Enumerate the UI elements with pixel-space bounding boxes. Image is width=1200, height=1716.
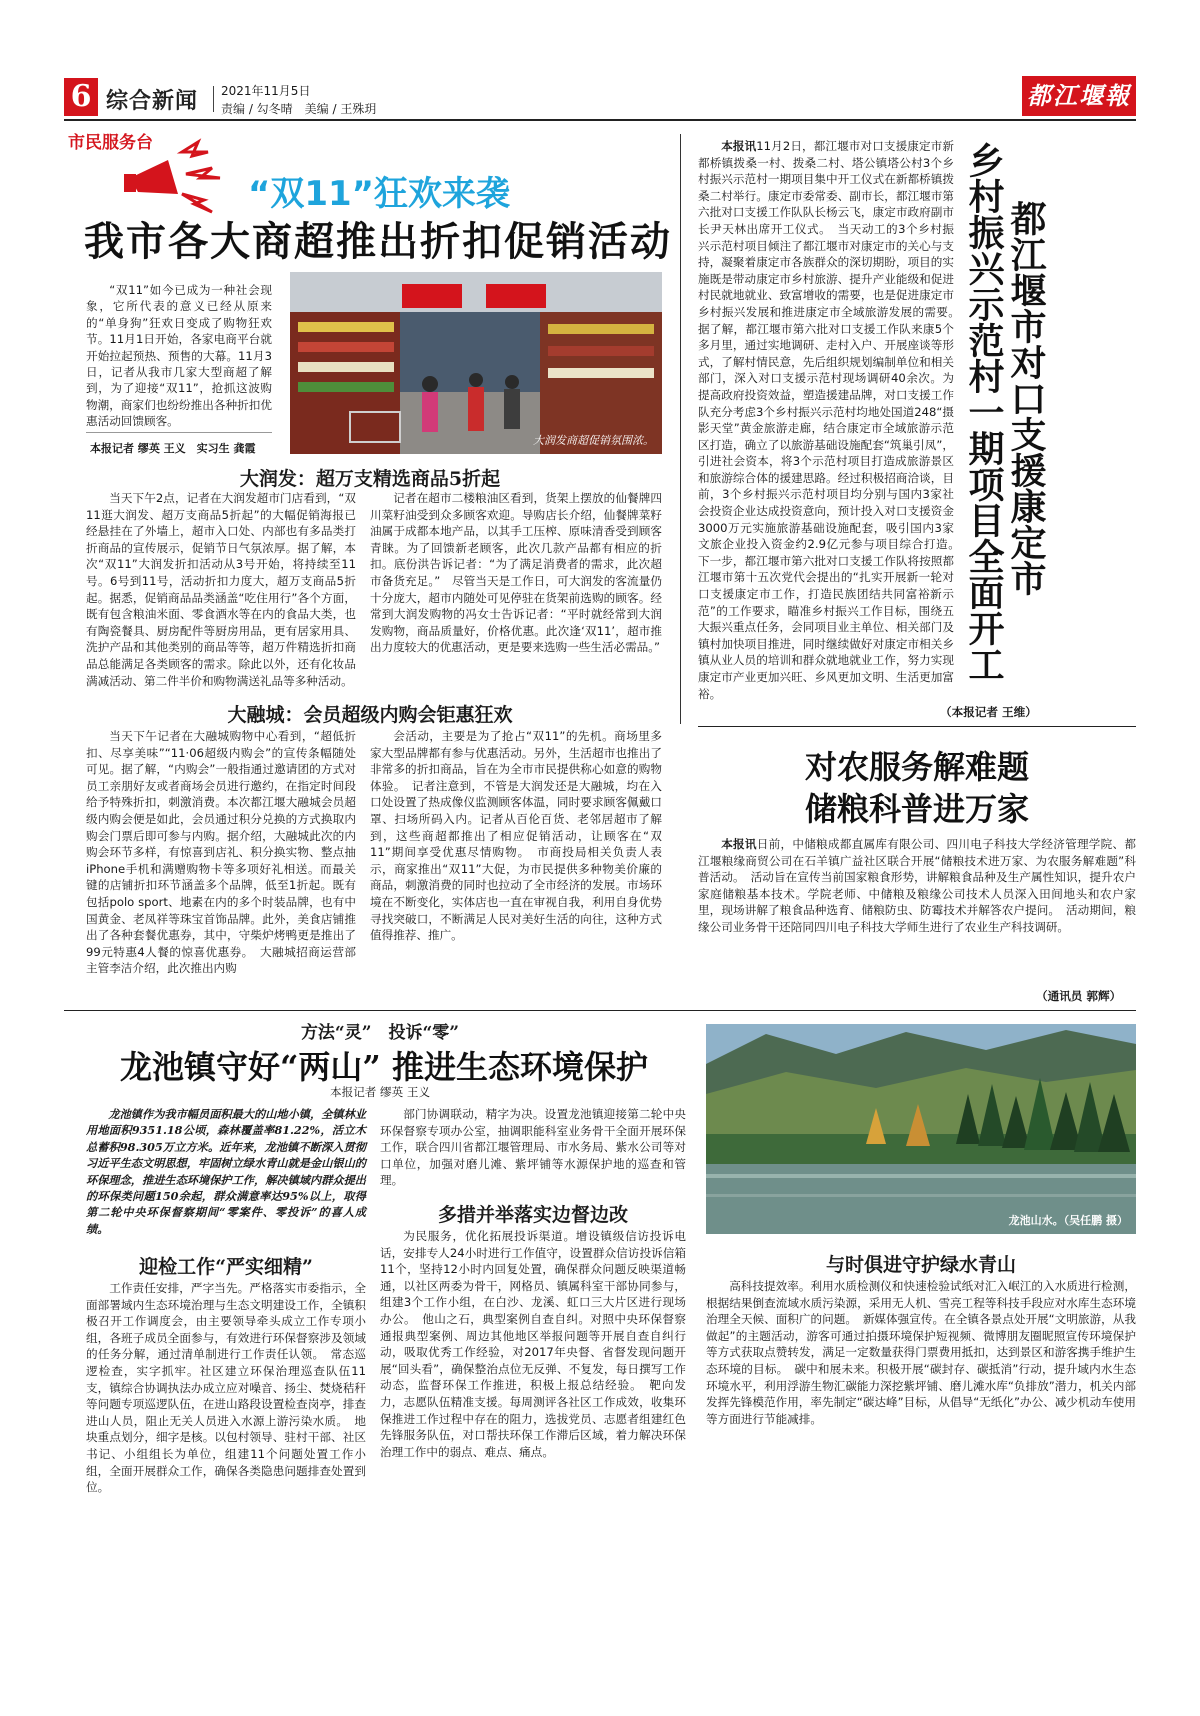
section-title: 综合新闻 <box>106 88 199 114</box>
lead-rule <box>86 432 272 433</box>
lower-section-rule <box>64 1010 1136 1011</box>
grain-headline-2: 储粮科普进万家 <box>804 790 1029 828</box>
counterpart-text: 11月2日，都江堰市对口支援康定市新都桥镇拨桑一村、拨桑二村、塔公镇塔公村3个乡村振兴示范村一期项目集中开工仪式在新都桥镇拨桑二村举行。康定市委常委、副市长，都江堰市第六批对口支援工作队队长杨云飞，康定市政府副市长尹天林出席开工仪式。 当天动工的3个乡村振兴示范村项目倾注了都江堰市对康定市的关心与支持，凝聚着康定市各族群众的深切期盼，项目的实施既是带动康定市乡村旅游、提升产业能级和促进村民就地就业、致富增收的需要，也是促进康定市乡村振兴发展和推进康定市全域旅游发展的需要。 据了解，都江堰市第六批对口支援工作队来康5个多月里，通过实地调研、走村入户、开展座谈等形式，了解村情民意，先后组织规划编制单位和相关部门，深入对口支援示范村现场调研40余次。为提高政府投资效益，塑造援建品牌，对口支援工作队充分考虑3个乡村振兴示范村均地处国道248“摄影天堂”黄金旅游走廊，结合康定市全域旅游示范区打造，确立了以旅游基础设施配套“筑巢引凤”，引进社会资本，将3个示范村项目打造成旅游景区和旅游综合体的援建思路。经过积极招商洽谈，目前，3个乡村振兴示范村项目均分别与国内3家社会投资企业达成投资意向，预计投入对口支援资金3000万元实施旅游基础设施配套，吸引国内3家文旅企业投入资金约2.9亿元参与项目综合打造。 下一步，都江堰市第六批对口支援工作队将按照都江堰市第十五次党代会提出的“扎实开展新一轮对口支援康定市工作，打造民族团结共同富裕新示范”的工作要求，瞄准乡村振兴工作目标，围绕五大振兴重点任务，会同项目业主单位、相关部门及镇村加快项目推进，同时继续做好对康定市相关乡镇从业人员的培训和群众就地就业工作，努力实现康定市产业更加兴旺、乡风更加文明、生活更加富裕。 <box>698 139 966 701</box>
counterpart-byline: （本报记者 王维） <box>940 705 1037 719</box>
eco-col2-top: 部门协调联动，精字为决。设置龙池镇迎接第二轮中央环保督察专项办公室，抽调职能科室业务骨干全面开展环保工作，联合四川省都江堰管理局、市水务局、紫水公司等对口单位，加强对磨儿滩、紫坪铺等水源保护地的巡查和管理。 <box>380 1107 686 1188</box>
darongcheng-col-2: 会活动，主要是为了抢占“双11”的先机。商场里多家大型品牌都有参与优惠活动。另外，生活超市也推出了非常多的折扣商品，旨在为全市市民提供称心如意的购物体验。 记者注意到，不管是大润发还是大融城，均在入口处设置了热成像仪监测顾客体温，同时要求顾客佩戴口罩、扫场所码入内。记者从百伦百货、老邻居超市了解到，这些商超都推出了相应促销活动，让顾客在“双11”期间享受优惠尽情购物。 市商投局相关负责人表示，商家推出“双11”大促，为市民提供多种物美价廉的商品，刺激消费的同时也拉动了全市经济的发展。市场环境在不断变化，实体店也一直在审视自我，利用自身优势寻找突破口，不断满足人民对美好生活的向往，这种方式值得推荐、推广。 <box>370 729 662 943</box>
subhead-green-mountains: 与时俱进守护绿水青山 <box>825 1254 1016 1276</box>
right-section-rule <box>698 726 1136 727</box>
counterpart-lead-label: 本报讯 <box>721 139 757 153</box>
grain-body <box>698 836 1136 988</box>
eco-kicker: 方法“灵” 投诉“零” <box>300 1023 460 1043</box>
landscape-caption: 龙池山水。（吴任鹏 摄） <box>1008 1214 1128 1227</box>
story-byline: 本报记者 缪英 王义 实习生 龚霞 <box>90 442 256 455</box>
darongcheng-col-1: 当天下午记者在大融城购物中心看到，“超低折扣、尽享美味”“11·06超级内购会”的宣传条幅随处可见。据了解，“内购会”一般指通过邀请团的方式对员工亲朋好友或者商场会员进行邀约，在指定时间段给予特殊折扣，刺激消费。本次都江堰大融城会员超级内购会便是如此，会员通过积分兑换的方式换取内购会门票后即可参与内购。据介绍，大融城此次的内购会环节多样，有惊喜到店礼、积分换实物、整点抽iPhone手机和满赠购物卡等多项好礼相送。而最关键的店铺折扣环节涵盖多个品牌，低至1折起。既有包括polo sport、地素在内的多个时装品牌，也有中国黄金、老凤祥等珠宝首饰品牌。此外，美食店铺推出了各种套餐优惠券，其中，守柴炉烤鸭更是推出了99元特惠4人餐的惊喜优惠券。 大融城招商运营部主管李洁介绍，此次推出内购 <box>86 729 356 976</box>
grain-lead-label: 本报讯 <box>721 837 757 851</box>
story-headline: 我市各大商超推出折扣促销活动 <box>84 218 672 265</box>
subhead-inspection: 迎检工作“严实细精” <box>139 1256 313 1278</box>
grain-text: 日前，中储粮成都直属库有限公司、四川电子科技大学经济管理学院、都江堰粮缘商贸公司在石羊镇广益社区联合开展“储粮技术进万家、为农服务解难题”科普活动。 活动旨在宣传当前国家粮食形势，讲解粮食品种及生产属性知识，提升农户家庭储粮基本技术。学院老师、中储粮及粮缘公司技术人员深入田间地头和农户家里，现场讲解了粮食品种选育、储粮防虫、防霉技术并解答农户提问。 活动期间，粮缘公司业务骨干还陪同四川电子科技大学师生进行了农业生产科技调研。 <box>698 837 1136 934</box>
story-lead: “双11”如今已成为一种社会现象，它所代表的意义已经从原来的“单身狗”狂欢日变成了购物狂欢节。11月1日开始，各家电商平台就开始拉起预热、预售的大幕。11月3日，记者从我市几家大型商超了解到，为了迎接“双11”，抢抓这波购物潮，商家们也纷纷推出各种折扣优惠活动回馈顾客。 <box>86 283 272 429</box>
newspaper-logo: 都江堰報 <box>1022 76 1136 116</box>
header-rule <box>64 119 1136 121</box>
story-kicker: “双11”狂欢来袭 <box>248 174 511 214</box>
counterpart-headline-b: 乡村振兴示范村一期项目全面开工 <box>963 142 1005 682</box>
subhead-darongcheng: 大融城：会员超级内购会钜惠狂欢 <box>227 704 513 726</box>
issue-date: 2021年11月5日 <box>221 84 311 98</box>
column-divider-top <box>680 134 681 724</box>
header-divider <box>213 86 214 112</box>
subhead-measures: 多措并举落实边督边改 <box>437 1204 628 1226</box>
eco-byline: 本报记者 缪英 王义 <box>330 1085 431 1099</box>
grain-headline-1: 对农服务解难题 <box>804 748 1029 786</box>
darunfa-col-2: 记者在超市二楼粮油区看到，货架上摆放的仙餐牌四川菜籽油受到众多顾客欢迎。导购店长介绍，仙餐牌菜籽油属于成都本地产品，以其手工压榨、原味清香受到顾客青睐。为了回馈新老顾客，此次几款产品都有相应的折扣。底份洪告诉记者：“为了满足消费者的需求，此次超市备货充足。” 尽管当天是工作日，可大润发的客流量仍十分庞大，超市内随处可见停驻在货架前选购的顾客。经常到大润发购物的冯女士告诉记者：“平时就经常到大润发购物，商品质量好，价格优惠。此次逢‘双11’，超市推出力度较大的优惠活动，更是要来选购一些生活必需品。” <box>370 491 662 655</box>
supermarket-photo <box>290 272 662 454</box>
editors-credit: 责编 / 勾冬晴 美编 / 王殊玥 <box>221 102 377 116</box>
measures-body: 为民服务，优化拓展投诉渠道。增设镇级信访投诉电话，安排专人24小时进行工作值守，设置群众信访投诉信箱11个，坚持12小时内回复处置，确保群众问题反映渠道畅通，以社区两委为骨干，网格员、镇属科室干部协同参与，组建3个工作小组，在白沙、龙溪、虹口三大片区进行现场办公。 他山之石，典型案例自查自纠。对照中央环保督察通报典型案例、周边其他地区举报问题等开展自查自纠行动，吸取优秀工作经验，对2017年央督、省督发现问题开展“回头看”，确保整治点位无反弹、不复发，每日撰写工作动态，监督环保工作推进，积极上报总结经验。 靶向发力，志愿队伍精准支援。每周测评各社区工作成效，收集环保推进工作过程中存在的阻力，选拔党员、志愿者组建红色先锋服务队伍，对口帮扶环保工作滞后区域，着力解决环保治理工作中的弱点、难点、痛点。 <box>380 1229 686 1459</box>
counterpart-headline-a: 都江堰市对口支援康定市 <box>1005 200 1047 596</box>
eco-lead: 龙池镇作为我市幅员面积最大的山地小镇，全镇林业用地面积9351.18公顷，森林覆盖率81.22%，活立木总蓄积98.305万立方米。近年来，龙池镇不断深入贯彻习近平生态文明思想，牢固树立绿水青山就是金山银山的环保理念，推进生态环境保护工作，解决镇域内群众提出的环保类问题150余起，群众满意率达95%以上，取得第二轮中央环保督察期间“零案件、零投诉”的喜人成绩。 <box>86 1107 366 1236</box>
inspection-body: 工作责任安排，严字当先。严格落实市委指示，全面部署域内生态环境治理与生态文明建设工作，全镇积极召开工作调度会，由主要领导牵头成立工作专项小组，各班子成员全面参与，有效进行环保督察涉及领域的任务分解，通过清单制进行工作责任认领。 常态巡逻检查，实字抓牢。社区建立环保治理巡查队伍11支，镇综合协调执法办成立应对噪音、扬尘、焚烧秸秆等问题专项巡逻队伍，在进山路段设置检查岗亭，排查进山人员，阻止无关人员进入水源上游污染水质。 地块重点划分，细字是核。以包村领导、驻村干部、社区书记、小组组长为单位，组建11个问题处置工作小组，全面开展群众工作，确保各类隐患问题排查处置到位。 <box>86 1281 366 1495</box>
counterpart-body <box>698 138 966 703</box>
darunfa-col-1: 当天下午2点，记者在大润发超市门店看到，“双11逛大润发、超万支商品5折起”的大幅促销海报已经悬挂在了外墙上，超市入口处、内部也有多品类打折商品的宣传展示，促销节日气氛浓厚。据了解，本次“双11”大润发折扣活动从3号开始，将持续至11号。6号到11号，活动折扣力度大，超万支商品5折起。据悉，促销商品品类涵盖“吃住用行”各个方面，既有包含粮油米面、零食酒水等在内的食品大类，也有陶瓷餐具、厨房配件等厨房用品，更有居家用具、洗护产品和其他类别的商品等等，超万件精选折扣商品总能满足各类顾客的需求。除此以外，还有化妆品满减活动、第二件半价和购物满送礼品等多种活动。 <box>86 491 356 688</box>
service-tag: 市民服务台 <box>68 133 153 153</box>
subhead-darunfa: 大润发：超万支精选商品5折起 <box>239 468 501 490</box>
page-number-badge: 6 <box>64 78 98 116</box>
grain-byline: （通讯员 郭辉） <box>1036 989 1122 1003</box>
green-mountains-body: 高科技提效率。利用水质检测仪和快速检验试纸对汇入岷江的入水质进行检测，根据结果倒查流域水质污染源，采用无人机、雪亮工程等科技手段应对水库生态环境治理全天候、面积广的问题。 新媒体强宣传。在全镇各景点处开展“文明旅游，从我做起”的主题活动，游客可通过拍摄环境保护短视频、微博朋友圈昵照宣传环境保护等方式获取点赞转发，满足一定数量获得门票费用抵扣，达到景区和游客携手维护生态环境的目标。 碳中和展未来。积极开展“碳封存、碳抵消”行动，提升域内水生态环境水平，利用浮游生物汇碳能力深挖紫坪铺、磨儿滩水库“负排放”潜力，机关内部发挥先锋模范作用，率先制定“碳达峰”目标，从倡导“无纸化”办公、减少机动车使用等方面进行节能减排。 <box>706 1279 1136 1426</box>
eco-headline: 龙池镇守好“两山” 推进生态环境保护 <box>120 1048 648 1086</box>
photo-caption: 大润发商超促销氛围浓。 <box>533 434 654 447</box>
longchi-landscape-photo <box>706 1024 1136 1234</box>
megaphone-icon <box>120 138 240 218</box>
